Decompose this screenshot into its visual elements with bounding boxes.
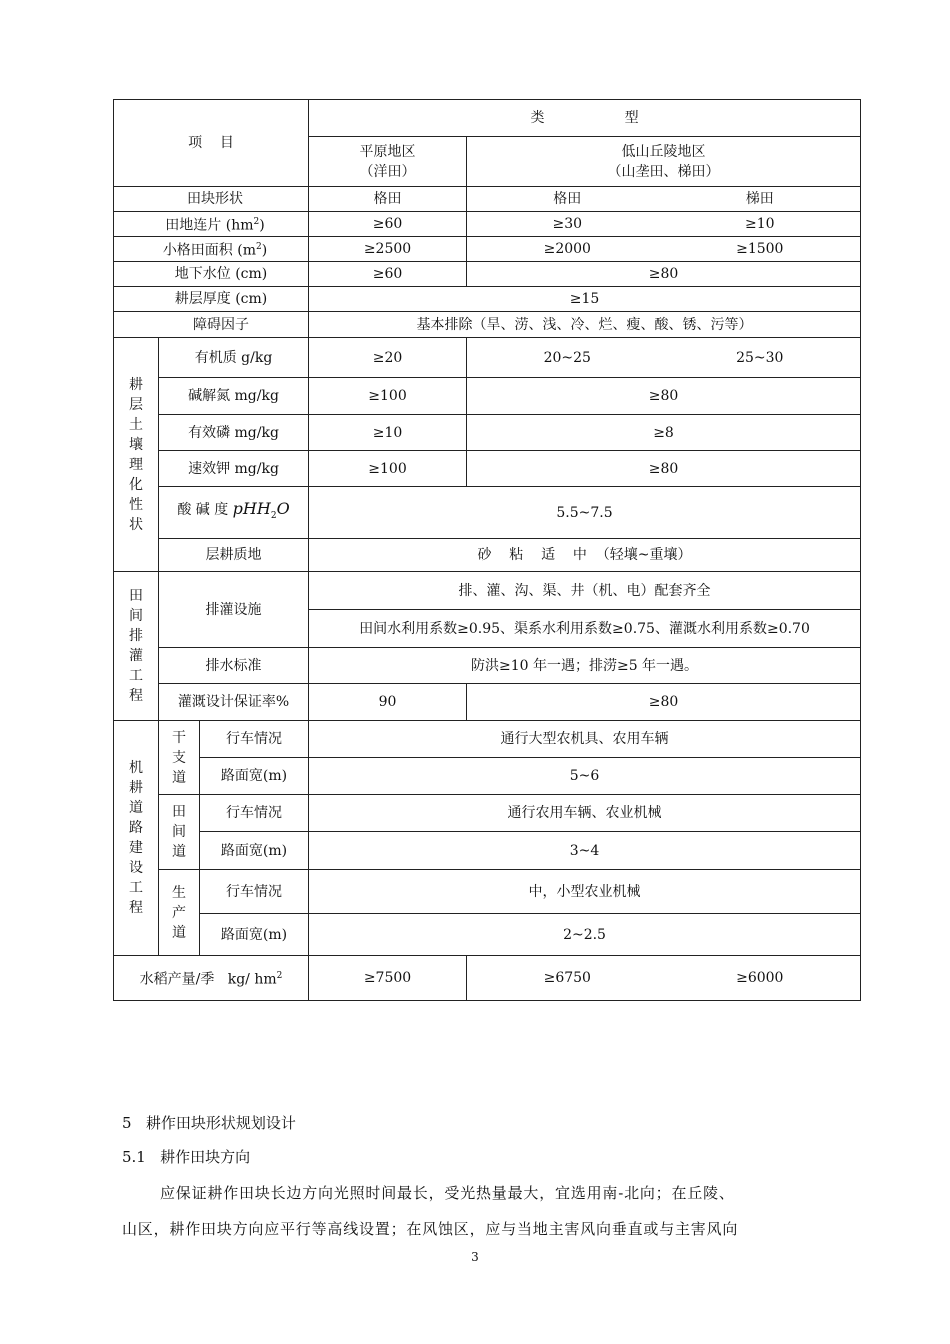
table-row: 速效钾 mg/kg ≥100 ≥80 xyxy=(114,451,861,487)
table-row: 田间水利用系数≥0.95、渠系水利用系数≥0.75、灌溉水利用系数≥0.70 xyxy=(114,610,861,648)
table-row: 生产道 行车情况 中，小型农业机械 xyxy=(114,870,861,914)
table-row: 酸 碱 度 pHH$_2$O 5.5~7.5 xyxy=(114,487,861,539)
header-hill: 低山丘陵地区 （山垄田、梯田） xyxy=(467,137,861,187)
table-row: 田间道 行车情况 通行农用车辆、农业机械 xyxy=(114,795,861,832)
table-row: 障碍因子 基本排除（旱、涝、浅、冷、烂、瘦、酸、锈、污等） xyxy=(114,312,861,338)
page-number: 3 xyxy=(471,1250,479,1264)
table-row: 耕层土壤理化性状 有机质 g/kg ≥20 20~25 25~30 xyxy=(114,338,861,378)
header-type: 类 型 xyxy=(309,100,861,137)
irrigation-group-label: 田间排灌工程 xyxy=(114,572,159,721)
table-row: 小格田面积 $(m^2)$ ≥2500 ≥2000 ≥1500 xyxy=(114,237,861,262)
table-row: 路面宽(m) 3~4 xyxy=(114,832,861,870)
table-row: 田地连片 $(hm^2)$ ≥60 ≥30 ≥10 xyxy=(114,212,861,237)
table-row: 机耕道路建设工程 干支道 行车情况 通行大型农机具、农用车辆 xyxy=(114,721,861,758)
farmland-standard-table xyxy=(113,99,861,1001)
table-row: 耕层厚度 (cm) ≥15 xyxy=(114,287,861,312)
header-item: 项 目 xyxy=(114,100,309,187)
header-plain: 平原地区 （洋田） xyxy=(309,137,467,187)
table-row: 路面宽(m) 5~6 xyxy=(114,758,861,795)
subsection-heading: 5.1 耕作田块方向 xyxy=(122,1148,251,1166)
paragraph-line: 山区，耕作田块方向应平行等高线设置；在风蚀区，应与当地主害风向垂直或与主害风向 xyxy=(122,1220,739,1238)
table-row: 碱解氮 mg/kg ≥100 ≥80 xyxy=(114,378,861,415)
table-row: 排水标准 防洪≥10 年一遇；排涝≥5 年一遇。 xyxy=(114,648,861,684)
table-row: 有效磷 mg/kg ≥10 ≥8 xyxy=(114,415,861,451)
section-heading: 5 耕作田块形状规划设计 xyxy=(122,1114,296,1132)
table-row: 地下水位 (cm) ≥60 ≥80 xyxy=(114,262,861,287)
paragraph-line: 应保证耕作田块长边方向光照时间最长，受光热量最大，宜选用南-北向；在丘陵、 xyxy=(160,1184,735,1202)
table-row: 层耕质地 砂 粘 适 中 （轻壤~重壤） xyxy=(114,539,861,572)
table-row: 水稻产量/季 kg/ $hm^2$ ≥7500 ≥6750 ≥6000 xyxy=(114,956,861,1001)
soil-group-label: 耕层土壤理化性状 xyxy=(114,338,159,572)
table-row: 田块形状 格田 格田 梯田 xyxy=(114,187,861,212)
roads-group-label: 机耕道路建设工程 xyxy=(114,721,159,956)
table-row: 灌溉设计保证率% 90 ≥80 xyxy=(114,684,861,721)
table-row: 田间排灌工程 排灌设施 排、灌、沟、渠、井（机、电）配套齐全 xyxy=(114,572,861,610)
table-row: 路面宽(m) 2~2.5 xyxy=(114,914,861,956)
